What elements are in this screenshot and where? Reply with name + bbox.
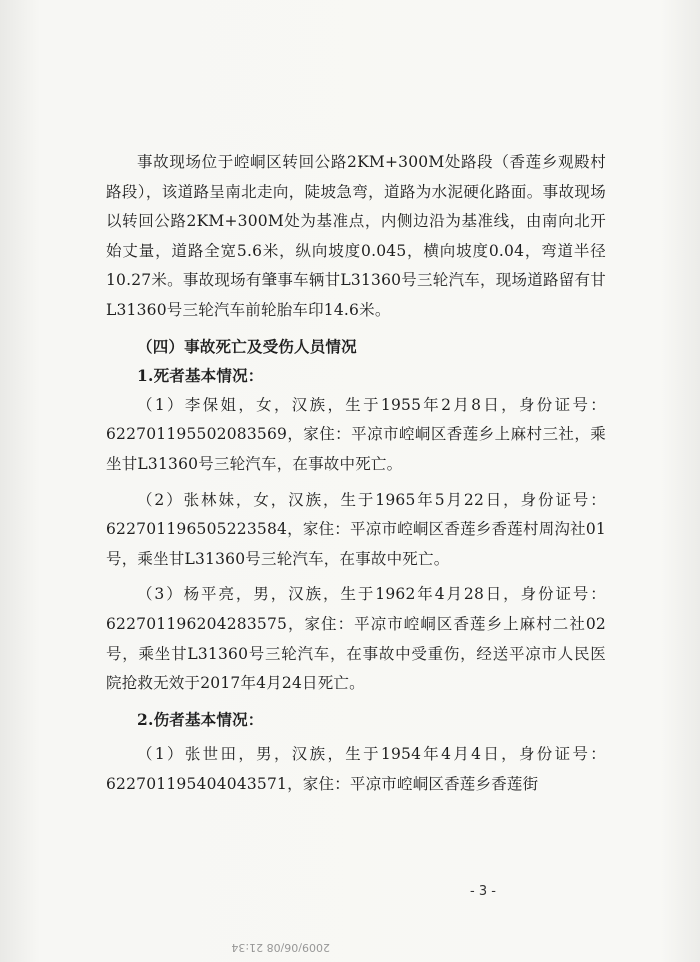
- page-number: - 3 -: [470, 884, 496, 899]
- deceased-heading: 1.死者基本情况：: [137, 366, 264, 386]
- bleed-through-text: 2009/06/08 21:34: [231, 941, 330, 954]
- deceased-entry-3: （3）杨平亮，男，汉族，生于1962年4月28日，身份证号：622701196204283575，家住：平凉市崆峒区香莲乡上麻村二社02号，乘坐甘L31360号三轮汽车，在事故中受重伤，经送平凉市人民医院抢救无效于2017年4月24日死亡。: [106, 585, 606, 693]
- scene-description-paragraph: 事故现场位于崆峒区转回公路2KM+300M处路段（香莲乡观殿村路段），该道路呈南北走向，陡坡急弯，道路为水泥硬化路面。事故现场以转回公路2KM+300M处为基准点，内侧边沿为基准线，由南向北开始丈量，道路全宽5.6米，纵向坡度0.045，横向坡度0.04，弯道半径10.27米。事故现场有肇事车辆甘L31360号三轮汽车，现场道路留有甘L31360号三轮汽车前轮胎车印14.6米。: [106, 153, 606, 319]
- section-heading: （四）事故死亡及受伤人员情况: [137, 336, 357, 356]
- document-body: [106, 148, 606, 799]
- deceased-entry-2: （2）张林妹，女，汉族，生于1965年5月22日，身份证号：622701196505223584，家住：平凉市崆峒区香莲乡香莲村周沟社01号，乘坐甘L31360号三轮汽车，在事故中死亡。: [106, 490, 606, 568]
- injured-heading: 2.伤者基本情况：: [137, 709, 264, 729]
- injured-entry-1: （1）张世田，男，汉族，生于1954年4月4日，身份证号：622701195404043571，家住：平凉市崆峒区香莲乡香莲街: [106, 745, 606, 793]
- deceased-entry-1: （1）李保姐，女，汉族，生于1955年2月8日，身份证号：622701195502083569，家住：平凉市崆峒区香莲乡上麻村三社，乘坐甘L31360号三轮汽车，在事故中死亡。: [106, 395, 606, 473]
